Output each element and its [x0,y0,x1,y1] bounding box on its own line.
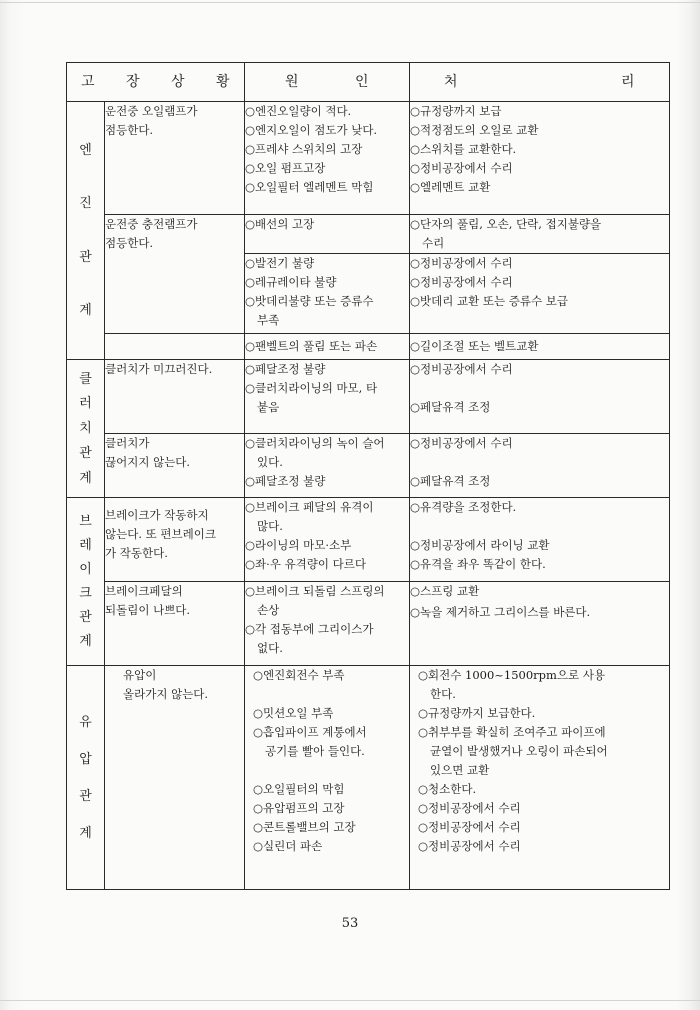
cause-cell: ○발전기 불량 ○레규레이타 불량 ○밧데리불량 또는 증류수 부족 [245,254,410,334]
table-row [67,498,670,582]
table-row [67,582,670,666]
category-hydraulic: 유 압 관 계 [67,666,105,890]
header-remedy: 처 리 [410,63,670,102]
table-row [67,334,670,360]
scan-edge-line [0,2,700,3]
category-clutch: 클 러 치 관 계 [67,360,105,498]
cause-cell: ○엔진회전수 부족 ○밋션오일 부족 ○흡입파이프 계통에서 공기를 빨아 들인다. ○오일필터의 막힘 ○유압펌프의 고장 ○콘트롤밸브의 고장 ○실린더 파손 [245,666,410,890]
cause-cell: ○배선의 고장 [245,215,410,254]
table-row [67,434,670,498]
category-brake: 브 레 이 크 관 계 [67,498,105,666]
table-row [67,215,670,254]
cause-cell: ○엔진오일량이 적다. ○엔지오일이 점도가 낮다. ○프레샤 스위치의 고장 ○오일 펌프고장 ○오일필터 엘레멘트 막힘 [245,102,410,215]
symptom-cell: 운전중 충전램프가 점등한다. [105,215,245,334]
cause-cell: ○브레이크 페달의 유격이 많다. ○라이닝의 마모·소부 ○좌·우 유격량이 다르다 [245,498,410,582]
remedy-cell: ○규정량까지 보급 ○적정점도의 오일로 교환 ○스위치를 교환한다. ○정비공장에서 수리 ○엘레멘트 교환 [410,102,670,215]
symptom-cell: 클러치가 끊어지지 않는다. [105,434,245,498]
table-row [67,102,670,215]
remedy-cell: ○단자의 풀림, 오손, 단락, 접지불량을 수리 [410,215,670,254]
scan-edge-line [0,1000,700,1001]
symptom-cell: 운전중 오일램프가 점등한다. [105,102,245,215]
remedy-cell: ○스프링 교환 ○녹을 제거하고 그리이스를 바른다. [410,582,670,666]
header-cause: 원 인 [245,63,410,102]
remedy-cell: ○정비공장에서 수리 ○페달유격 조정 [410,360,670,434]
cause-cell: ○팬벨트의 풀림 또는 파손 [245,334,410,360]
cause-cell: ○페달조정 불량 ○클러치라이닝의 마모, 타 붙음 [245,360,410,434]
symptom-cell: 유압이 올라가지 않는다. [105,666,245,890]
page-number: 53 [341,916,359,931]
remedy-cell: ○길이조절 또는 벨트교환 [410,334,670,360]
remedy-cell: ○유격량을 조정한다. ○정비공장에서 라이닝 교환 ○유격을 좌우 똑같이 한다. [410,498,670,582]
remedy-cell: ○정비공장에서 수리 ○페달유격 조정 [410,434,670,498]
symptom-cell: 브레이크페달의 되돌림이 나쁘다. [105,582,245,666]
remedy-cell: ○정비공장에서 수리 ○정비공장에서 수리 ○밧데리 교환 또는 증류수 보급 [410,254,670,334]
symptom-cell: 클러치가 미끄러진다. [105,360,245,434]
troubleshooting-table [66,62,670,890]
cause-cell: ○브레이크 되돌림 스프링의 손상 ○각 접동부에 그리이스가 없다. [245,582,410,666]
symptom-cell-empty [105,334,245,360]
symptom-cell: 브레이크가 작동하지 않는다. 또 편브레이크 가 작동한다. [105,498,245,582]
remedy-cell: ○회전수 1000~1500rpm으로 사용 한다. ○규정량까지 보급한다. ○취부부를 확실히 조여주고 파이프에 균열이 발생했거나 오링이 파손되어 있으면 교환 ○청소한다. ○정비공장에서 수리 ○정비공장에서 수리 ○정비공장에서 수리 [410,666,670,890]
table-row [67,360,670,434]
category-engine: 엔 진 관 계 [67,102,105,360]
cause-cell: ○클러치라이닝의 녹이 슬어 있다. ○페달조정 불량 [245,434,410,498]
table-header-row [67,63,670,102]
header-symptom: 고 장 상 황 [67,63,245,102]
table-row [67,666,670,890]
